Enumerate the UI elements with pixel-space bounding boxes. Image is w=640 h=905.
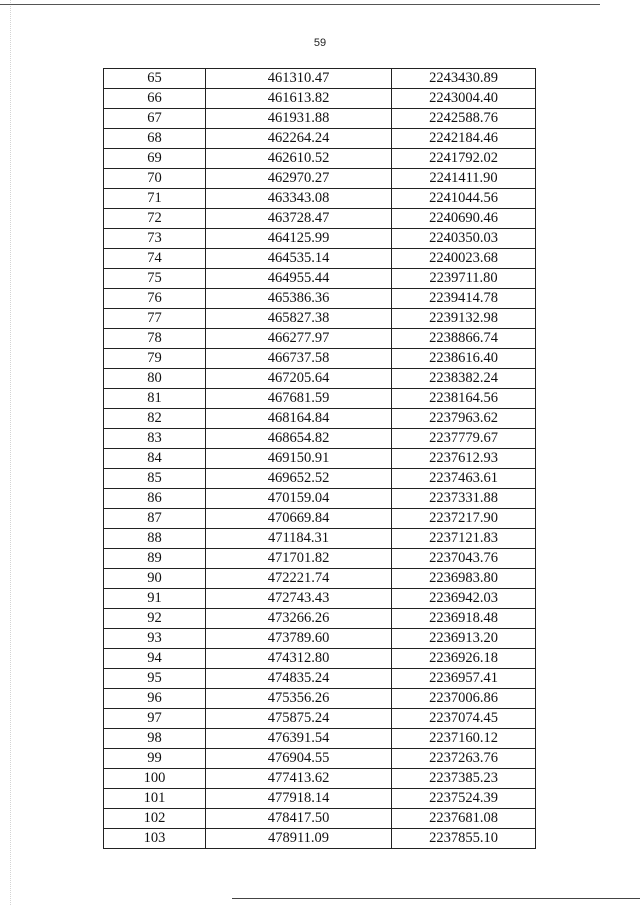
point-number-cell: 75 (104, 269, 206, 289)
y-coordinate-cell: 2242184.46 (392, 129, 536, 149)
table-row (104, 389, 536, 409)
y-coordinate-cell: 2236983.80 (392, 569, 536, 589)
y-coordinate-cell: 2238616.40 (392, 349, 536, 369)
point-number-cell: 93 (104, 629, 206, 649)
y-coordinate-cell: 2237612.93 (392, 449, 536, 469)
y-coordinate-cell: 2238382.24 (392, 369, 536, 389)
table-row (104, 209, 536, 229)
point-number-cell: 82 (104, 409, 206, 429)
y-coordinate-cell: 2237263.76 (392, 749, 536, 769)
x-coordinate-cell: 476904.55 (206, 749, 392, 769)
x-coordinate-cell: 475875.24 (206, 709, 392, 729)
y-coordinate-cell: 2237331.88 (392, 489, 536, 509)
x-coordinate-cell: 470159.04 (206, 489, 392, 509)
table-row (104, 709, 536, 729)
table-row (104, 809, 536, 829)
point-number-cell: 85 (104, 469, 206, 489)
point-number-cell: 76 (104, 289, 206, 309)
x-coordinate-cell: 462610.52 (206, 149, 392, 169)
x-coordinate-cell: 462264.24 (206, 129, 392, 149)
point-number-cell: 77 (104, 309, 206, 329)
y-coordinate-cell: 2237121.83 (392, 529, 536, 549)
point-number-cell: 97 (104, 709, 206, 729)
table-row (104, 189, 536, 209)
y-coordinate-cell: 2237524.39 (392, 789, 536, 809)
point-number-cell: 68 (104, 129, 206, 149)
point-number-cell: 87 (104, 509, 206, 529)
y-coordinate-cell: 2237217.90 (392, 509, 536, 529)
x-coordinate-cell: 465827.38 (206, 309, 392, 329)
point-number-cell: 80 (104, 369, 206, 389)
top-rule (0, 4, 600, 5)
x-coordinate-cell: 465386.36 (206, 289, 392, 309)
y-coordinate-cell: 2242588.76 (392, 109, 536, 129)
scan-left-edge (10, 0, 12, 905)
point-number-cell: 70 (104, 169, 206, 189)
point-number-cell: 94 (104, 649, 206, 669)
point-number-cell: 95 (104, 669, 206, 689)
point-number-cell: 69 (104, 149, 206, 169)
y-coordinate-cell: 2237855.10 (392, 829, 536, 849)
point-number-cell: 65 (104, 69, 206, 89)
point-number-cell: 101 (104, 789, 206, 809)
y-coordinate-cell: 2237006.86 (392, 689, 536, 709)
point-number-cell: 103 (104, 829, 206, 849)
x-coordinate-cell: 469652.52 (206, 469, 392, 489)
table-row (104, 269, 536, 289)
point-number-cell: 66 (104, 89, 206, 109)
table-row (104, 489, 536, 509)
point-number-cell: 79 (104, 349, 206, 369)
table-row (104, 249, 536, 269)
table-row (104, 369, 536, 389)
x-coordinate-cell: 472743.43 (206, 589, 392, 609)
table-row (104, 509, 536, 529)
point-number-cell: 78 (104, 329, 206, 349)
y-coordinate-cell: 2236913.20 (392, 629, 536, 649)
x-coordinate-cell: 464125.99 (206, 229, 392, 249)
y-coordinate-cell: 2237074.45 (392, 709, 536, 729)
point-number-cell: 100 (104, 769, 206, 789)
x-coordinate-cell: 467205.64 (206, 369, 392, 389)
point-number-cell: 74 (104, 249, 206, 269)
table-row (104, 649, 536, 669)
x-coordinate-cell: 467681.59 (206, 389, 392, 409)
point-number-cell: 72 (104, 209, 206, 229)
y-coordinate-cell: 2240350.03 (392, 229, 536, 249)
table-row (104, 69, 536, 89)
x-coordinate-cell: 466737.58 (206, 349, 392, 369)
table-row (104, 629, 536, 649)
table-row (104, 549, 536, 569)
point-number-cell: 96 (104, 689, 206, 709)
x-coordinate-cell: 473789.60 (206, 629, 392, 649)
y-coordinate-cell: 2240023.68 (392, 249, 536, 269)
table-row (104, 289, 536, 309)
x-coordinate-cell: 464955.44 (206, 269, 392, 289)
y-coordinate-cell: 2237681.08 (392, 809, 536, 829)
y-coordinate-cell: 2241411.90 (392, 169, 536, 189)
y-coordinate-cell: 2237779.67 (392, 429, 536, 449)
x-coordinate-cell: 466277.97 (206, 329, 392, 349)
table-row (104, 329, 536, 349)
y-coordinate-cell: 2237160.12 (392, 729, 536, 749)
point-number-cell: 89 (104, 549, 206, 569)
x-coordinate-cell: 474835.24 (206, 669, 392, 689)
x-coordinate-cell: 463728.47 (206, 209, 392, 229)
x-coordinate-cell: 477413.62 (206, 769, 392, 789)
x-coordinate-cell: 461931.88 (206, 109, 392, 129)
table-row (104, 309, 536, 329)
point-number-cell: 92 (104, 609, 206, 629)
x-coordinate-cell: 468164.84 (206, 409, 392, 429)
y-coordinate-cell: 2243004.40 (392, 89, 536, 109)
y-coordinate-cell: 2236957.41 (392, 669, 536, 689)
point-number-cell: 67 (104, 109, 206, 129)
table-row (104, 469, 536, 489)
y-coordinate-cell: 2239132.98 (392, 309, 536, 329)
table-row (104, 529, 536, 549)
y-coordinate-cell: 2237463.61 (392, 469, 536, 489)
point-number-cell: 88 (104, 529, 206, 549)
table-row (104, 449, 536, 469)
x-coordinate-cell: 469150.91 (206, 449, 392, 469)
table-row (104, 609, 536, 629)
x-coordinate-cell: 461310.47 (206, 69, 392, 89)
y-coordinate-cell: 2241044.56 (392, 189, 536, 209)
point-number-cell: 71 (104, 189, 206, 209)
x-coordinate-cell: 478911.09 (206, 829, 392, 849)
y-coordinate-cell: 2236942.03 (392, 589, 536, 609)
x-coordinate-cell: 461613.82 (206, 89, 392, 109)
table-row (104, 349, 536, 369)
point-number-cell: 90 (104, 569, 206, 589)
bottom-rule (232, 898, 640, 899)
table-row (104, 729, 536, 749)
y-coordinate-cell: 2236926.18 (392, 649, 536, 669)
point-number-cell: 81 (104, 389, 206, 409)
x-coordinate-cell: 476391.54 (206, 729, 392, 749)
point-number-cell: 98 (104, 729, 206, 749)
table-row (104, 149, 536, 169)
point-number-cell: 91 (104, 589, 206, 609)
y-coordinate-cell: 2238164.56 (392, 389, 536, 409)
table-row (104, 829, 536, 849)
y-coordinate-cell: 2240690.46 (392, 209, 536, 229)
x-coordinate-cell: 463343.08 (206, 189, 392, 209)
table-row (104, 429, 536, 449)
x-coordinate-cell: 470669.84 (206, 509, 392, 529)
coordinates-table-body (104, 69, 536, 849)
table-row (104, 409, 536, 429)
y-coordinate-cell: 2239414.78 (392, 289, 536, 309)
x-coordinate-cell: 472221.74 (206, 569, 392, 589)
table-row (104, 589, 536, 609)
x-coordinate-cell: 471701.82 (206, 549, 392, 569)
table-row (104, 169, 536, 189)
point-number-cell: 83 (104, 429, 206, 449)
x-coordinate-cell: 464535.14 (206, 249, 392, 269)
x-coordinate-cell: 475356.26 (206, 689, 392, 709)
table-row (104, 769, 536, 789)
point-number-cell: 86 (104, 489, 206, 509)
x-coordinate-cell: 471184.31 (206, 529, 392, 549)
x-coordinate-cell: 468654.82 (206, 429, 392, 449)
point-number-cell: 102 (104, 809, 206, 829)
x-coordinate-cell: 473266.26 (206, 609, 392, 629)
table-row (104, 109, 536, 129)
y-coordinate-cell: 2237963.62 (392, 409, 536, 429)
x-coordinate-cell: 474312.80 (206, 649, 392, 669)
page-number: 59 (313, 37, 327, 49)
table-row (104, 229, 536, 249)
y-coordinate-cell: 2241792.02 (392, 149, 536, 169)
y-coordinate-cell: 2238866.74 (392, 329, 536, 349)
table-row (104, 569, 536, 589)
y-coordinate-cell: 2237385.23 (392, 769, 536, 789)
point-number-cell: 73 (104, 229, 206, 249)
table-row (104, 669, 536, 689)
point-number-cell: 84 (104, 449, 206, 469)
table-row (104, 749, 536, 769)
coordinates-table (103, 68, 536, 849)
table-row (104, 129, 536, 149)
y-coordinate-cell: 2236918.48 (392, 609, 536, 629)
y-coordinate-cell: 2239711.80 (392, 269, 536, 289)
x-coordinate-cell: 478417.50 (206, 809, 392, 829)
y-coordinate-cell: 2243430.89 (392, 69, 536, 89)
x-coordinate-cell: 462970.27 (206, 169, 392, 189)
table-row (104, 689, 536, 709)
table-row (104, 789, 536, 809)
table-row (104, 89, 536, 109)
x-coordinate-cell: 477918.14 (206, 789, 392, 809)
point-number-cell: 99 (104, 749, 206, 769)
y-coordinate-cell: 2237043.76 (392, 549, 536, 569)
